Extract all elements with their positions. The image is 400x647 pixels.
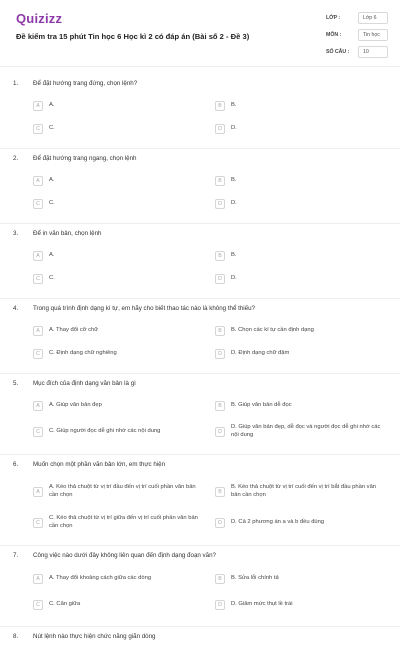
option-letter-box: D: [215, 518, 225, 528]
question-header: [0, 74, 400, 94]
option-letter-box: A: [33, 487, 43, 497]
option-letter-box: D: [215, 274, 225, 284]
question-number: 3.: [13, 230, 19, 237]
option-letter-box: B: [215, 574, 225, 584]
question-text: Nút lệnh nào thực hiện chức năng giãn dòng: [33, 633, 156, 640]
question-number: 6.: [13, 461, 19, 468]
option-text: D. Giúp văn bản đẹp, dễ đọc và người đọc dễ ghi nhớ các nội dung: [231, 423, 381, 438]
question-header: [0, 546, 400, 566]
answer-option[interactable]: [33, 566, 215, 592]
option-letter-box: A: [33, 176, 43, 186]
question-item: [0, 546, 400, 627]
option-text: A.: [49, 251, 55, 258]
option-letter-box: A: [33, 326, 43, 336]
option-letter-box: C: [33, 199, 43, 209]
answer-option[interactable]: [215, 342, 397, 365]
question-item: [0, 374, 400, 455]
option-text: B. Kéo thả chuột từ vị trí cuối đến vị trí bắt đầu phần văn bản cần chọn: [231, 483, 377, 498]
question-text: Để đặt hướng trang ngang, chọn lệnh: [33, 155, 137, 162]
question-item: [0, 149, 400, 224]
question-header: [0, 627, 400, 647]
answer-option[interactable]: [33, 169, 215, 192]
option-text: C.: [49, 199, 55, 206]
option-row: [0, 508, 400, 537]
option-text: C. Căn giữa: [49, 601, 81, 608]
answer-option[interactable]: [33, 192, 215, 215]
header-divider: [0, 66, 400, 67]
option-letter-box: A: [33, 251, 43, 261]
option-row: [0, 592, 400, 618]
answer-option[interactable]: [215, 192, 397, 215]
question-header: [0, 299, 400, 319]
option-text: B. Chọn các kí tự cần định dạng: [231, 326, 314, 333]
answer-option[interactable]: [33, 244, 215, 267]
meta-label: SỐ CÂU :: [326, 49, 350, 55]
option-text: B.: [231, 101, 237, 108]
option-row: [0, 244, 400, 267]
question-header: [0, 224, 400, 244]
answer-option[interactable]: [215, 475, 397, 508]
option-text: D. Cả 2 phương án a và b đều đúng: [231, 518, 325, 525]
quiz-meta: [326, 12, 386, 63]
option-row: [0, 566, 400, 592]
logo-text: Quizizz: [16, 10, 63, 26]
answer-option[interactable]: [33, 592, 215, 618]
question-text: Để đặt hướng trang đứng, chọn lệnh?: [33, 80, 138, 87]
option-text: D.: [231, 124, 237, 131]
meta-row-class: [326, 12, 386, 29]
answer-option[interactable]: [33, 94, 215, 117]
option-text: A. Thay đổi khoảng cách giữa các dòng: [49, 575, 152, 582]
option-letter-box: B: [215, 176, 225, 186]
meta-row-count: [326, 46, 386, 63]
option-text: C.: [49, 124, 55, 131]
option-letter-box: B: [215, 326, 225, 336]
answer-option[interactable]: [33, 417, 215, 446]
option-letter-box: B: [215, 401, 225, 411]
option-text: C. Giúp người đọc dễ ghi nhớ các nội dung: [49, 427, 161, 434]
answer-option[interactable]: [215, 394, 397, 417]
option-row: [0, 394, 400, 417]
answer-option[interactable]: [33, 475, 215, 508]
meta-row-subject: [326, 29, 386, 46]
answer-option[interactable]: [33, 319, 215, 342]
option-row: [0, 117, 400, 140]
option-letter-box: D: [215, 600, 225, 610]
question-number: 5.: [13, 380, 19, 387]
meta-value: Tin học: [358, 29, 388, 41]
question-item: [0, 627, 400, 647]
answer-option[interactable]: [215, 267, 397, 290]
option-text: B.: [231, 176, 237, 183]
answer-option[interactable]: [215, 508, 397, 537]
option-row: [0, 319, 400, 342]
answer-option[interactable]: [33, 267, 215, 290]
answer-option[interactable]: [215, 592, 397, 618]
option-text: B. Sửa lỗi chính tả: [231, 575, 279, 582]
question-header: [0, 455, 400, 475]
option-letter-box: A: [33, 101, 43, 111]
meta-label: LỚP :: [326, 15, 341, 21]
answer-option[interactable]: [215, 319, 397, 342]
option-text: A.: [49, 101, 55, 108]
option-letter-box: B: [215, 487, 225, 497]
question-header: [0, 374, 400, 394]
answer-option[interactable]: [215, 169, 397, 192]
option-letter-box: B: [215, 101, 225, 111]
option-letter-box: A: [33, 401, 43, 411]
option-letter-box: D: [215, 349, 225, 359]
quiz-title: Đề kiểm tra 15 phút Tin học 6 Học kì 2 có đáp án (Bài số 2 - Đề 3): [16, 32, 250, 41]
answer-option[interactable]: [215, 566, 397, 592]
meta-label: MÔN :: [326, 32, 342, 38]
option-text: B.: [231, 251, 237, 258]
option-text: D. Định dạng chữ đậm: [231, 349, 290, 356]
option-row: [0, 417, 400, 446]
answer-option[interactable]: [215, 94, 397, 117]
option-text: D.: [231, 199, 237, 206]
option-row: [0, 267, 400, 290]
option-letter-box: D: [215, 427, 225, 437]
option-text: A.: [49, 176, 55, 183]
question-text: Mục đích của định dạng văn bản là gì: [33, 380, 136, 387]
option-text: D. Giảm mức thụt lề trái: [231, 601, 293, 608]
option-row: [0, 169, 400, 192]
option-row: [0, 94, 400, 117]
question-list: [0, 74, 400, 647]
option-letter-box: C: [33, 349, 43, 359]
answer-option[interactable]: [215, 244, 397, 267]
answer-option[interactable]: [33, 117, 215, 140]
option-row: [0, 342, 400, 365]
worksheet-header: [0, 0, 400, 66]
option-text: C.: [49, 274, 55, 281]
question-number: 1.: [13, 80, 19, 87]
question-text: Muốn chọn một phần văn bản lớn, em thực hiện: [33, 461, 166, 468]
answer-option[interactable]: [215, 117, 397, 140]
option-row: [0, 475, 400, 508]
option-text: A. Giúp văn bản đẹp: [49, 401, 102, 408]
option-text: B. Giúp văn bản dễ đọc: [231, 401, 292, 408]
answer-option[interactable]: [33, 342, 215, 365]
question-number: 7.: [13, 552, 19, 559]
option-row: [0, 192, 400, 215]
question-item: [0, 74, 400, 149]
question-header: [0, 149, 400, 169]
option-text: C. Định dạng chữ nghiêng: [49, 349, 117, 356]
option-letter-box: C: [33, 124, 43, 134]
question-number: 8.: [13, 633, 19, 640]
option-letter-box: D: [215, 124, 225, 134]
meta-value: Lớp 6: [358, 12, 388, 24]
question-number: 4.: [13, 305, 19, 312]
question-item: [0, 299, 400, 374]
question-text: Để in văn bản, chọn lệnh: [33, 230, 102, 237]
option-letter-box: C: [33, 274, 43, 284]
question-text: Trong quá trình định dạng kí tự, em hãy cho biết thao tác nào là không thể thiếu?: [33, 305, 255, 312]
option-letter-box: A: [33, 574, 43, 584]
option-letter-box: C: [33, 600, 43, 610]
answer-option[interactable]: [215, 417, 397, 446]
option-letter-box: C: [33, 518, 43, 528]
question-text: Công việc nào dưới đây không liên quan đến định dạng đoạn văn?: [33, 552, 216, 559]
option-letter-box: D: [215, 199, 225, 209]
option-letter-box: C: [33, 427, 43, 437]
answer-option[interactable]: [33, 508, 215, 537]
question-item: [0, 224, 400, 299]
answer-option[interactable]: [33, 394, 215, 417]
question-item: [0, 455, 400, 546]
option-letter-box: B: [215, 251, 225, 261]
meta-value: 10: [358, 46, 388, 58]
option-text: D.: [231, 274, 237, 281]
quizizz-logo: [16, 9, 62, 27]
option-text: A. Thay đổi cỡ chữ: [49, 326, 99, 333]
option-text: C. Kéo thả chuột từ vị trí giữa đến vị trí cuối phần văn bản cần chọn: [49, 514, 198, 529]
option-text: A. Kéo thả chuột từ vị trí đầu đến vị trí cuối phần văn bản cần chọn: [49, 483, 196, 498]
question-number: 2.: [13, 155, 19, 162]
